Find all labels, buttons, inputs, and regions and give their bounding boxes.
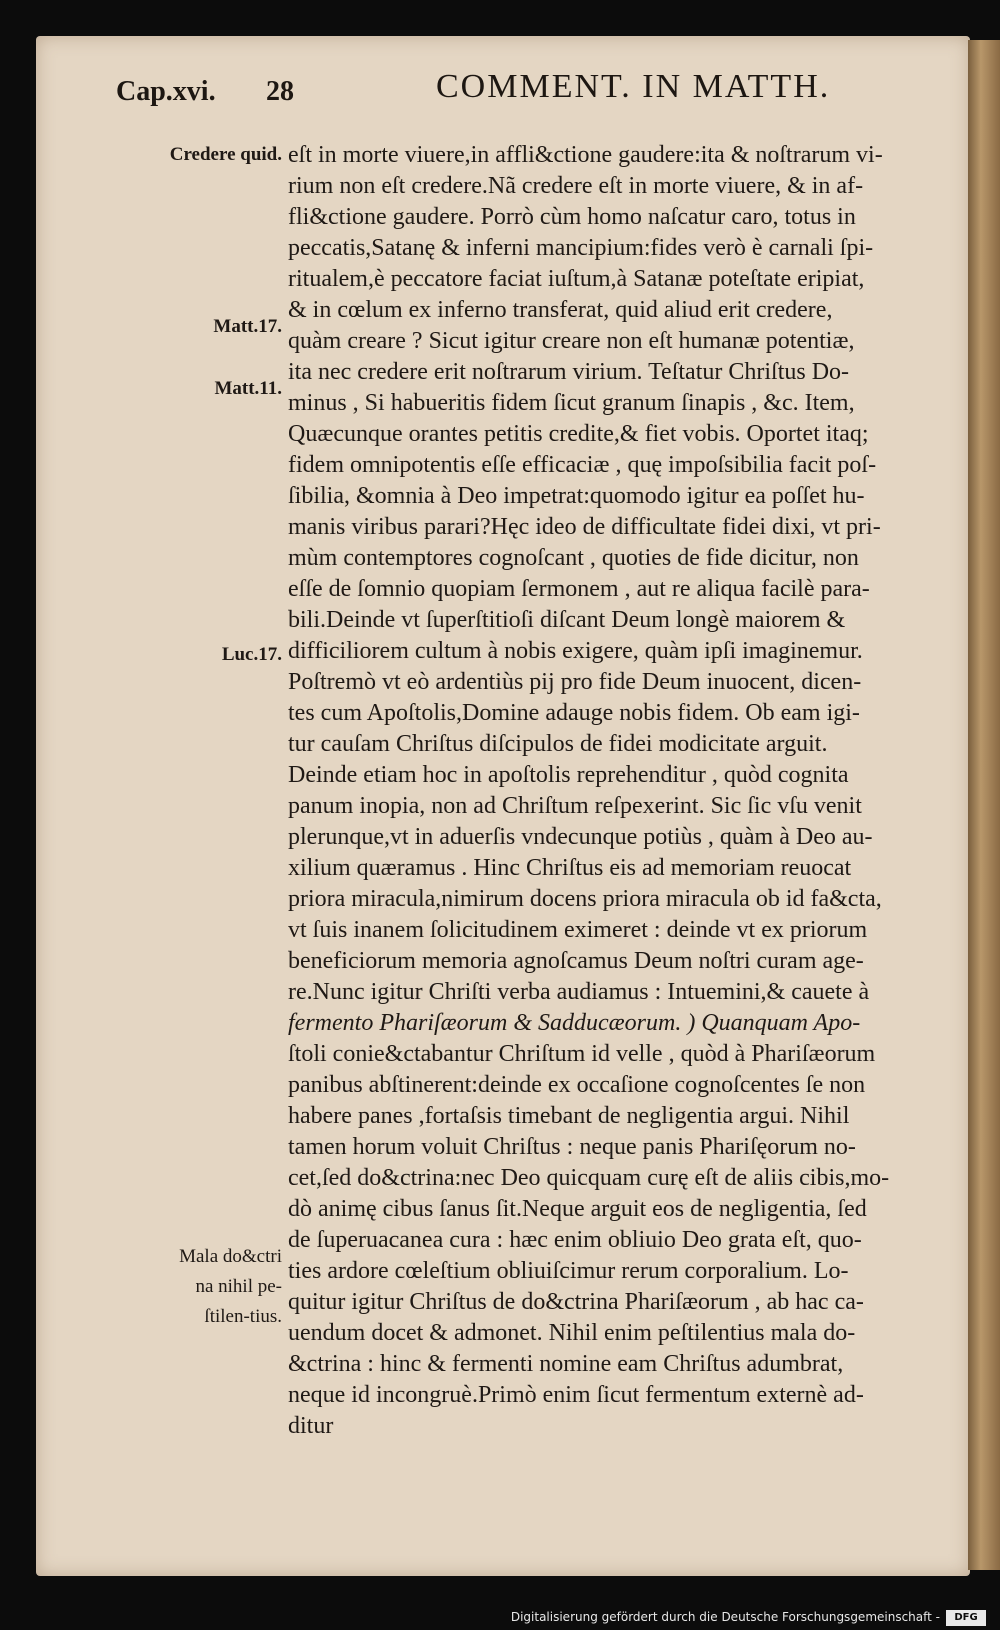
- text-line: fermento Phariſæorum & Sadducæorum. ) Quanquam Apo-: [288, 1010, 861, 1036]
- margin-note-mala-1: Mala do&ctri: [179, 1246, 282, 1267]
- text-line: quitur igitur Chriſtus de do&ctrina Phariſæorum , ab hac ca-: [288, 1289, 864, 1315]
- text-line: ties ardore cœleſtium obliuiſcimur rerum corporalium. Lo-: [288, 1258, 849, 1284]
- text-line: fidem omnipotentis eſſe efficaciæ , quę impoſsibilia facit poſ-: [288, 452, 877, 478]
- margin-note-matt17: Matt.17.: [213, 316, 282, 337]
- text-line: xilium quæramus . Hinc Chriſtus eis ad memoriam reuocat: [288, 855, 852, 881]
- text-line: ſibilia, &omnia à Deo impetrat:quomodo igitur ea poſſet hu-: [288, 483, 865, 509]
- text-line: uendum docet & admonet. Nihil enim peſtilentius mala do-: [288, 1320, 856, 1346]
- text-line: minus , Si habueritis fidem ſicut granum ſinapis , &c. Item,: [288, 390, 855, 416]
- text-line: ritualem,è peccatore faciat iuſtum,à Satanæ poteſtate eripiat,: [288, 266, 865, 292]
- text-line: peccatis,Satanę & inferni mancipium:fides verò è carnali ſpi-: [288, 235, 874, 261]
- margin-note-luc17: Luc.17.: [221, 644, 282, 665]
- text-line: de ſuperuacanea cura : hæc enim obliuio Deo grata eſt, quo-: [288, 1227, 862, 1253]
- text-line: tes cum Apoſtolis,Domine adauge nobis fidem. Ob eam igi-: [288, 700, 860, 726]
- text-line: &ctrina : hinc & fermenti nomine eam Chriſtus adumbrat,: [288, 1351, 844, 1377]
- text-line: difficiliorem cultum à nobis exigere, quàm ipſi imaginemur.: [288, 638, 863, 664]
- chapter-label: Cap.xvi.: [116, 76, 216, 107]
- margin-note-mala-2: na nihil pe-: [195, 1276, 282, 1297]
- text-line: bili.Deinde vt ſuperſtitioſi diſcant Deum longè maiorem &: [288, 607, 846, 633]
- dfg-logo: DFG: [946, 1610, 986, 1626]
- body-text: [288, 140, 968, 1442]
- text-line: vt ſuis inanem ſolicitudinem eximeret : deinde vt ex priorum: [288, 917, 868, 943]
- text-line: tamen horum voluit Chriſtus : neque panis Phariſęorum no-: [288, 1134, 856, 1160]
- text-line: quàm creare ? Sicut igitur creare non eſt humanæ potentiæ,: [288, 328, 855, 354]
- running-title: COMMENT. IN MATTH.: [436, 68, 831, 105]
- text-line: fli&ctione gaudere. Porrò cùm homo naſcatur caro, totus in: [288, 204, 856, 230]
- text-line: re.Nunc igitur Chriſti verba audiamus : Intuemini,& cauete à: [288, 979, 870, 1005]
- text-line: eſſe de ſomnio quopiam ſermonem , aut re aliqua facilè para-: [288, 576, 870, 602]
- text-line: dò animę cibus ſanus ſit.Neque arguit eos de negligentia, ſed: [288, 1196, 867, 1222]
- text-line: tur cauſam Chriſtus diſcipulos de fidei modicitate arguit.: [288, 731, 828, 757]
- book-page: [36, 36, 970, 1576]
- text-line: mùm contemptores cognoſcant , quoties de fide dicitur, non: [288, 545, 859, 571]
- digitization-credit: Digitalisierung gefördert durch die Deutsche Forschungsgemeinschaft -: [510, 1610, 940, 1624]
- text-line: ſtoli conie&ctabantur Chriſtum id velle , quòd à Phariſæorum: [288, 1041, 876, 1067]
- text-line: ita nec credere erit noſtrarum virium. Teſtatur Chriſtus Do-: [288, 359, 850, 385]
- text-line: rium non eſt credere.Nã credere eſt in morte viuere, & in af-: [288, 173, 864, 199]
- margin-note-mala-3: ſtilen-tius.: [204, 1306, 282, 1327]
- text-line: eſt in morte viuere,in affli&ctione gaudere:ita & noſtrarum vi-: [288, 142, 883, 168]
- text-line: & in cœlum ex inferno transferat, quid aliud erit credere,: [288, 297, 833, 323]
- text-line: ditur: [288, 1413, 334, 1439]
- text-line: neque id incongruè.Primò enim ſicut fermentum externè ad-: [288, 1382, 864, 1408]
- text-line: habere panes ,fortaſsis timebant de negligentia argui. Nihil: [288, 1103, 850, 1129]
- margin-note-matt11: Matt.11.: [214, 378, 282, 399]
- text-line: cet,ſed do&ctrina:nec Deo quicquam curę eſt de aliis cibis,mo-: [288, 1165, 890, 1191]
- text-line: panum inopia, non ad Chriſtum reſpexerint. Sic ſic vſu venit: [288, 793, 862, 819]
- text-line: Poſtremò vt eò ardentiùs pij pro fide Deum inuocent, dicen-: [288, 669, 862, 695]
- margin-note-credere: Credere quid.: [169, 144, 282, 165]
- text-line: Deinde etiam hoc in apoſtolis reprehenditur , quòd cognita: [288, 762, 849, 788]
- text-line: Quæcunque orantes petitis credite,& fiet vobis. Oportet itaq;: [288, 421, 869, 447]
- page-edge: [968, 40, 1000, 1570]
- text-line: plerunque,vt in aduerſis vndecunque potiùs , quàm à Deo au-: [288, 824, 873, 850]
- text-line: priora miracula,nimirum docens priora miracula ob id fa&cta,: [288, 886, 882, 912]
- text-line: manis viribus parari?Hęc ideo de difficultate fidei dixi, vt pri-: [288, 514, 881, 540]
- text-line: beneficiorum memoria agnoſcamus Deum noſtri curam age-: [288, 948, 864, 974]
- page-number: 28: [266, 76, 294, 107]
- text-line: panibus abſtinerent:deinde ex occaſione cognoſcentes ſe non: [288, 1072, 866, 1098]
